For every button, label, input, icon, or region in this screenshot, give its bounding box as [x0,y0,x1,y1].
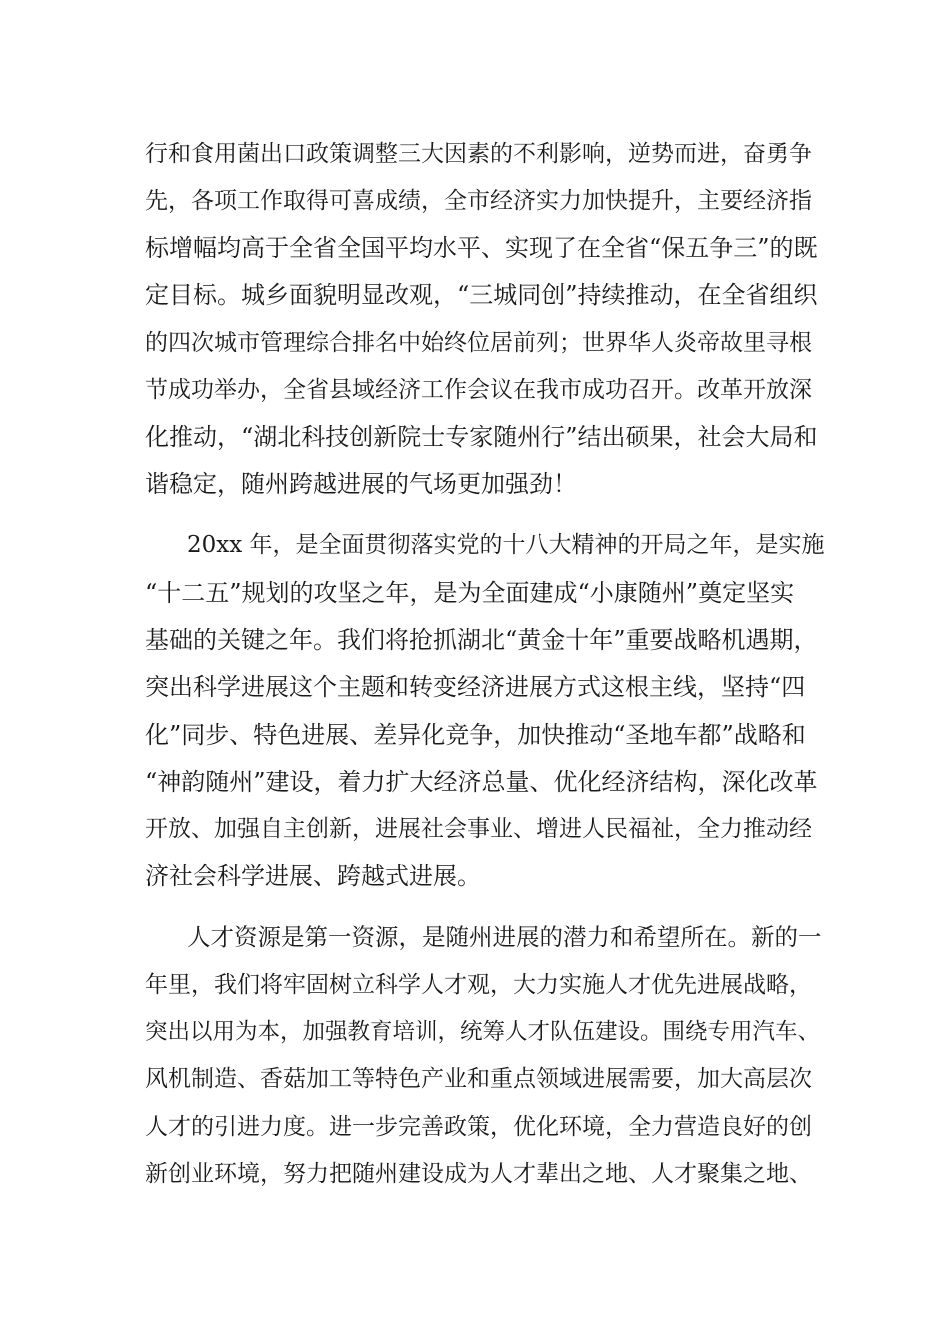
text-line: “神韵随州”建设，着力扩大经济总量、优化经济结构，深化改革 [145,768,818,796]
text-line: 谐稳定，随州跨越进展的气场更加强劲！ [145,470,577,498]
text-line: 标增幅均高于全省全国平均水平、实现了在全省“保五争三”的既 [145,234,818,262]
text-line: 人才的引进力度。进一步完善政策，优化环境，全力营造良好的创 [145,1114,812,1140]
text-line: 突出科学进展这个主题和转变经济进展方式这根主线，坚持“四 [145,673,806,701]
text-line: 风机制造、香菇加工等特色产业和重点领域进展需要，加大高层次 [145,1066,812,1092]
text-line: 的四次城市管理综合排名中始终位居前列；世界华人炎帝故里寻根 [145,330,812,356]
text-line: 行和食用菌出口政策调整三大因素的不利影响，逆势而进，奋勇争 [145,141,812,167]
text-line: 化推动，“湖北科技创新院士专家随州行”结出硕果，社会大局和 [145,423,818,451]
text-line: 年里，我们将牢固树立科学人才观，大力实施人才优先进展战略， [145,972,812,998]
text-line: 节成功举办，全省县域经济工作会议在我市成功召开。改革开放深 [145,377,812,403]
text-line: 新创业环境，努力把随州建设成为人才辈出之地、人才聚集之地、 [145,1161,812,1187]
text-line: 突出以用为本，加强教育培训，统筹人才队伍建设。围绕专用汽车、 [145,1019,821,1045]
text-line: “十二五”规划的攻坚之年，是为全面建成“小康随州”奠定坚实 [145,579,795,607]
text-line: 济社会科学进展、跨越式进展。 [145,862,481,890]
text-line: 开放、加强自主创新，进展社会事业、增进人民福祉，全力推动经 [145,816,812,842]
text-line: 人才资源是第一资源，是随州进展的潜力和希望所在。新的一 [187,923,822,951]
text-line: 20xx 年，是全面贯彻落实党的十八大精神的开局之年，是实施 [187,532,825,558]
text-line: 定目标。城乡面貌明显改观，“三城同创”持续推动，在全省组织 [145,281,818,309]
text-line: 基础的关键之年。我们将抢抓湖北“黄金十年”重要战略机遇期， [145,626,818,654]
text-line: 化”同步、特色进展、差异化竞争，加快推动“圣地车都”战略和 [145,721,806,749]
text-line: 先，各项工作取得可喜成绩，全市经济实力加快提升，主要经济指 [145,188,812,214]
